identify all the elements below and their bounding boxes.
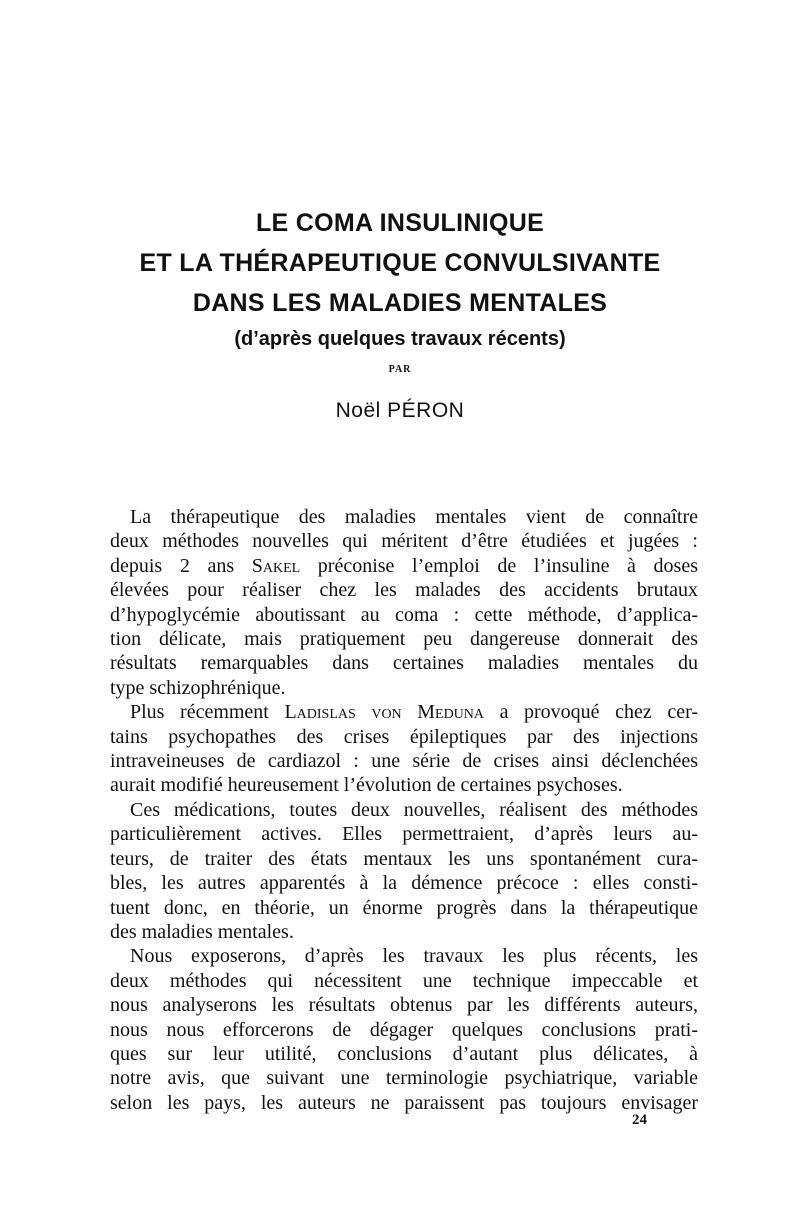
text-line: tuent donc, en théorie, un énorme progrès dans la thérapeutique <box>110 896 698 919</box>
text-line: ques sur leur utilité, conclusions d’autant plus délicates, à <box>110 1042 698 1065</box>
text-segment: depuis 2 ans <box>110 554 252 577</box>
text-line: aurait modifié heureusement l’évolution de certaines psychoses. <box>110 774 623 797</box>
page-number: 24 <box>632 1112 647 1128</box>
text-line: élevées pour réaliser chez les malades des accidents brutaux <box>110 579 698 602</box>
text-segment: préconise l’emploi de l’insuline à doses <box>300 554 698 577</box>
title-line-1: LE COMA INSULINIQUE <box>255 209 545 237</box>
text-line: selon les pays, les auteurs ne paraissent pas toujours envisager <box>110 1091 698 1114</box>
text-line: bles, les autres apparentés à la démence précoce : elles consti- <box>110 872 698 895</box>
byline-par: PAR <box>388 364 412 375</box>
text-line: type schizophrénique. <box>110 676 286 699</box>
text-line: deux méthodes nouvelles qui méritent d’être étudiées et jugées : <box>110 530 698 553</box>
text-line: d’hypoglycémie aboutissant au coma : cette méthode, d’applica- <box>110 603 698 626</box>
text-segment: Plus récemment <box>130 701 285 724</box>
article-title <box>0 203 800 354</box>
text-line: nous nous efforcerons de dégager quelques conclusions prati- <box>110 1018 698 1041</box>
text-line: des maladies mentales. <box>110 920 294 943</box>
author-ref-sakel: Sakel <box>251 554 301 577</box>
text-line: deux méthodes qui nécessitent une technique impeccable et <box>110 969 698 992</box>
text-line <box>110 700 698 724</box>
text-line: intraveineuses de cardiazol : une série de crises ainsi déclenchées <box>110 750 698 773</box>
text-line: La thérapeutique des maladies mentales vient de connaître <box>130 506 698 528</box>
text-line: notre avis, que suivant une terminologie psychiatrique, variable <box>110 1067 698 1090</box>
body-text <box>110 505 698 1115</box>
article-subtitle: (d’après quelques travaux récents) <box>234 328 566 350</box>
text-line: Nous exposerons, d’après les travaux les plus récents, les <box>130 945 698 968</box>
text-line: nous analyserons les résultats obtenus par les différents auteurs, <box>110 994 698 1017</box>
author-ref-meduna: Ladislas von Meduna <box>284 701 485 724</box>
text-line: tains psychopathes des crises épileptiques par des injections <box>110 725 698 748</box>
title-line-2: ET LA THÉRAPEUTIQUE CONVULSIVANTE <box>139 249 661 277</box>
text-line <box>110 554 698 578</box>
text-line: tion délicate, mais pratiquement peu dangereuse donnerait des <box>110 628 698 651</box>
title-line-3: DANS LES MALADIES MENTALES <box>192 289 608 317</box>
text-line: résultats remarquables dans certaines maladies mentales du <box>110 652 698 675</box>
text-line: Ces médications, toutes deux nouvelles, réalisent des méthodes <box>130 798 698 821</box>
text-segment: a provoqué chez cer- <box>484 701 698 724</box>
author-name: Noël PÉRON <box>335 399 465 422</box>
text-line: teurs, de traiter des états mentaux les uns spontanément cura- <box>110 847 698 870</box>
text-line: particulièrement actives. Elles permettraient, d’après leurs au- <box>110 823 698 846</box>
